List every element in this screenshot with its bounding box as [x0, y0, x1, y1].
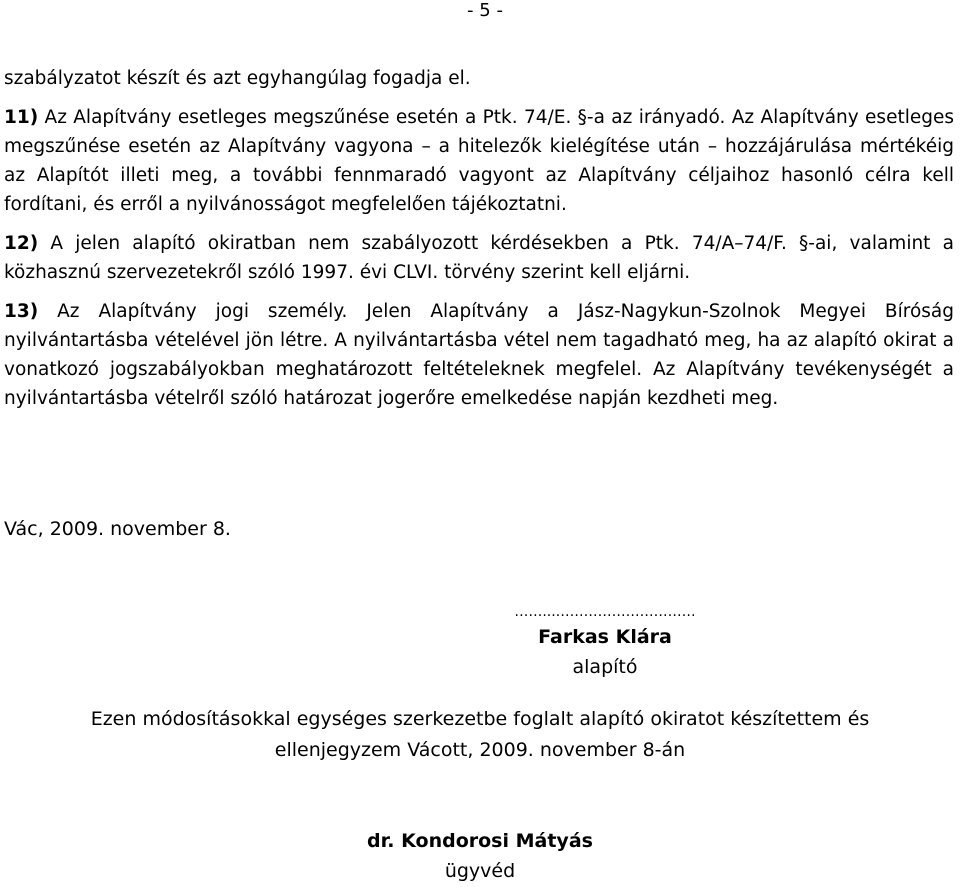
section-11-paragraph — [4, 103, 954, 219]
closing-note-line-1: Ezen módosításokkal egységes szerkezetbe foglalt alapító okiratot készítettem és — [90, 708, 870, 730]
section-13-number: 13) — [4, 301, 39, 322]
founder-signature-block — [460, 602, 750, 682]
section-12-paragraph — [4, 229, 954, 287]
closing-note-line-2: ellenjegyzem Vácott, 2009. november 8-án — [274, 739, 686, 761]
section-13-paragraph — [4, 297, 954, 413]
lawyer-name: dr. Kondorosi Mátyás — [367, 830, 593, 852]
founder-role: alapító — [572, 656, 638, 678]
document-body — [4, 64, 954, 413]
section-11-text: Az Alapítvány esetleges megszűnése esetén a Ptk. 74/E. §-a az irányadó. Az Alapítvány esetleges megszűnése esetén az Alapítvány vagyona – a hitelezők kielégítése után – hozzájárulása mértékéig az Alapítót illeti meg, a további fennmaradó vagyont az Alapítvány céljaihoz hasonló célra kell fordítani, és erről a nyilvánosságot megfelelően tájékoztatni. — [4, 107, 954, 215]
founder-name: Farkas Klára — [538, 626, 672, 648]
page-number: - 5 - — [467, 0, 503, 21]
section-13-text: Az Alapítvány jogi személy. Jelen Alapítvány a Jász-Nagykun-Szolnok Megyei Bíróság nyilvántartásba vételével jön létre. A nyilvántartásba vétel nem tagadható meg, ha az alapító okirat a vonatkozó jogszabályokban meghatározott feltételeknek megfelel. Az Alapítvány tevékenységét a nyilvántartásba vételről szóló határozat jogerőre emelkedése napján kezdheti meg. — [4, 301, 954, 409]
lawyer-signature-block — [330, 826, 630, 886]
section-12-text: A jelen alapító okiratban nem szabályozott kérdésekben a Ptk. 74/A–74/F. §-ai, valamint a közhasznú szervezetekről szóló 1997. évi CLVI. törvény szerint kell eljárni. — [4, 233, 954, 283]
lawyer-role: ügyvéd — [444, 860, 516, 882]
closing-note — [20, 704, 940, 766]
intro-paragraph: szabályzatot készít és azt egyhangúlag fogadja el. — [4, 68, 471, 89]
section-11-number: 11) — [4, 107, 39, 128]
section-12-number: 12) — [4, 233, 39, 254]
signature-dots: ……...………………………… — [514, 604, 696, 620]
date-line: Vác, 2009. november 8. — [4, 518, 231, 540]
